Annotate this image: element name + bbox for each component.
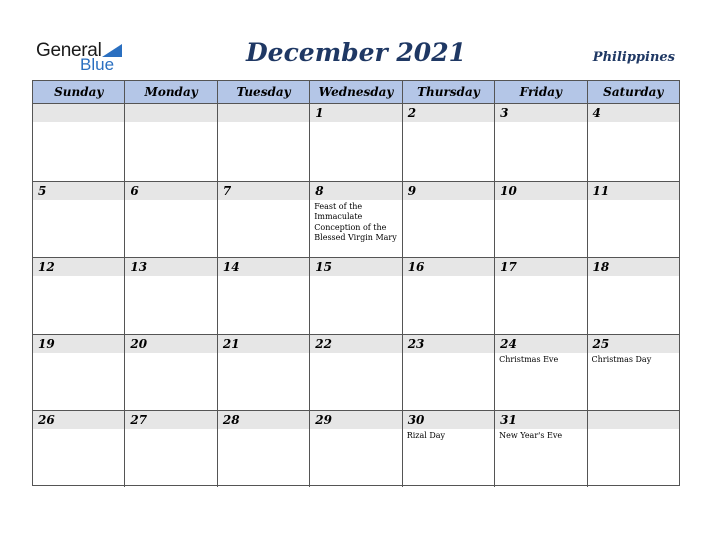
day-cell bbox=[587, 335, 679, 411]
logo-text-blue: Blue bbox=[80, 55, 115, 74]
weekday-thursday: Thursday bbox=[402, 81, 494, 103]
week-row-5 bbox=[33, 410, 679, 487]
day-cell bbox=[309, 258, 401, 334]
day-cell bbox=[217, 258, 309, 334]
day-number: 31 bbox=[500, 413, 517, 428]
weekday-header-row bbox=[33, 81, 679, 104]
day-cell bbox=[402, 182, 494, 258]
date-bar bbox=[33, 182, 124, 200]
day-cell bbox=[33, 411, 124, 487]
day-cell bbox=[33, 335, 124, 411]
weekday-friday: Friday bbox=[494, 81, 586, 103]
day-cell bbox=[217, 182, 309, 258]
date-bar bbox=[125, 182, 216, 200]
day-cell bbox=[494, 182, 586, 258]
day-number: 28 bbox=[222, 413, 240, 428]
weekday-wednesday: Wednesday bbox=[309, 81, 401, 103]
day-cell bbox=[587, 104, 679, 181]
weekday-monday: Monday bbox=[124, 81, 216, 103]
date-bar bbox=[125, 104, 216, 122]
day-cell bbox=[217, 335, 309, 411]
weekday-saturday: Saturday bbox=[587, 81, 679, 103]
day-cell bbox=[217, 104, 309, 181]
day-cell bbox=[124, 411, 216, 487]
day-cell bbox=[124, 182, 216, 258]
day-cell bbox=[402, 104, 494, 181]
day-number: 2 bbox=[407, 106, 417, 120]
day-number: 1 bbox=[315, 106, 324, 120]
date-bar bbox=[495, 104, 586, 122]
calendar-grid bbox=[32, 80, 680, 486]
day-cell bbox=[494, 411, 586, 487]
date-bar bbox=[218, 182, 309, 200]
day-cell bbox=[124, 335, 216, 411]
day-number: 17 bbox=[500, 260, 517, 275]
day-cell bbox=[309, 335, 401, 411]
holiday-label: Christmas Day bbox=[591, 354, 652, 364]
week-row-4 bbox=[33, 334, 679, 411]
day-number: 19 bbox=[38, 336, 55, 351]
day-number: 12 bbox=[38, 260, 55, 275]
date-bar bbox=[310, 104, 401, 122]
day-cell bbox=[124, 258, 216, 334]
date-bar bbox=[33, 104, 124, 122]
holiday-label: Christmas Eve bbox=[499, 354, 559, 364]
day-cell bbox=[494, 104, 586, 181]
day-number: 9 bbox=[407, 183, 417, 198]
day-number: 30 bbox=[407, 413, 425, 428]
date-bar bbox=[588, 411, 679, 429]
day-number: 6 bbox=[130, 183, 139, 198]
holiday-label: Feast of the Immaculate Conception of the Blessed Virgin Mary bbox=[314, 201, 397, 243]
day-cell bbox=[309, 104, 401, 181]
day-number: 13 bbox=[130, 260, 148, 275]
day-number: 11 bbox=[592, 183, 610, 198]
day-cell bbox=[587, 258, 679, 334]
day-number: 15 bbox=[315, 260, 332, 275]
day-number: 4 bbox=[592, 106, 601, 120]
week-row-3 bbox=[33, 257, 679, 334]
date-bar bbox=[218, 104, 309, 122]
day-cell bbox=[402, 258, 494, 334]
day-cell bbox=[494, 335, 586, 411]
country-name: Philippines bbox=[592, 50, 675, 65]
day-cell bbox=[124, 104, 216, 181]
day-cell bbox=[402, 335, 494, 411]
holiday-label: New Year's Eve bbox=[499, 431, 563, 441]
day-cell bbox=[309, 182, 401, 258]
day-cell bbox=[33, 104, 124, 181]
date-bar bbox=[403, 182, 494, 200]
logo-text-general: General bbox=[36, 40, 102, 61]
day-number: 3 bbox=[500, 106, 509, 120]
day-cell bbox=[587, 182, 679, 258]
day-number: 21 bbox=[222, 336, 240, 351]
day-number: 24 bbox=[500, 336, 517, 351]
day-number: 10 bbox=[500, 183, 517, 198]
day-cell bbox=[494, 258, 586, 334]
day-number: 14 bbox=[222, 260, 240, 275]
day-number: 27 bbox=[130, 413, 148, 428]
day-number: 7 bbox=[222, 183, 232, 198]
holiday-label: Rizal Day bbox=[406, 431, 446, 441]
day-number: 16 bbox=[407, 260, 425, 275]
weekday-tuesday: Tuesday bbox=[217, 81, 309, 103]
weekday-sunday: Sunday bbox=[54, 85, 104, 99]
day-number: 26 bbox=[38, 413, 55, 428]
week-row-2 bbox=[33, 181, 679, 258]
week-row-1 bbox=[33, 104, 679, 181]
day-number: 29 bbox=[315, 413, 332, 428]
day-number: 5 bbox=[38, 183, 47, 198]
day-cell bbox=[402, 411, 494, 487]
day-cell bbox=[33, 182, 124, 258]
day-cell bbox=[217, 411, 309, 487]
day-number: 25 bbox=[592, 336, 610, 351]
day-number: 18 bbox=[592, 260, 610, 275]
day-number: 22 bbox=[315, 336, 332, 351]
day-number: 20 bbox=[130, 336, 148, 351]
date-bar bbox=[403, 104, 494, 122]
day-number: 23 bbox=[407, 336, 425, 351]
day-number: 8 bbox=[315, 183, 324, 198]
day-cell bbox=[309, 411, 401, 487]
calendar-title: December 2021 bbox=[245, 38, 466, 67]
date-bar bbox=[588, 104, 679, 122]
day-cell bbox=[33, 258, 124, 334]
day-cell bbox=[587, 411, 679, 487]
